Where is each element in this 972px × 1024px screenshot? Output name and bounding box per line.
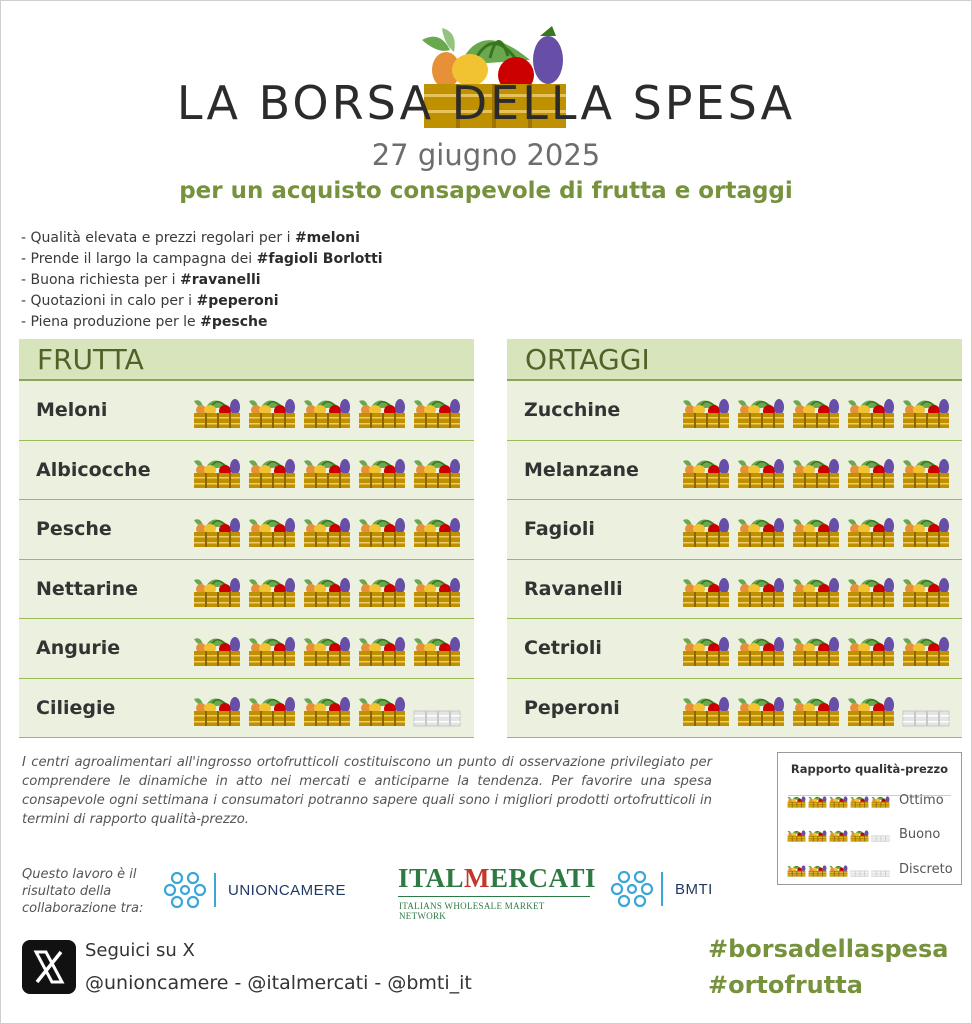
basket-full-icon (303, 512, 351, 548)
product-name: Melanzane (524, 458, 639, 481)
basket-full-icon (193, 631, 241, 667)
basket-full-icon (682, 453, 730, 489)
basket-full-icon (682, 572, 730, 608)
italmercati-name: ITALMERCATI (398, 863, 597, 893)
legend-baskets-buono (787, 828, 890, 844)
basket-full-icon (829, 863, 848, 877)
product-name: Pesche (36, 518, 112, 540)
product-row (507, 381, 962, 441)
rating-baskets (682, 393, 950, 429)
basket-full-icon (829, 828, 848, 842)
basket-full-icon (808, 863, 827, 877)
product-row (19, 679, 474, 739)
basket-full-icon (792, 691, 840, 727)
basket-full-icon (792, 572, 840, 608)
basket-full-icon (787, 863, 806, 877)
basket-full-icon (871, 794, 890, 808)
basket-full-icon (737, 631, 785, 667)
basket-empty-icon (902, 691, 950, 727)
basket-full-icon (737, 572, 785, 608)
frutta-heading: FRUTTA (19, 339, 474, 381)
basket-full-icon (248, 393, 296, 429)
rating-baskets (193, 631, 461, 667)
basket-full-icon (792, 512, 840, 548)
rating-baskets (682, 512, 950, 548)
basket-full-icon (808, 794, 827, 808)
basket-full-icon (358, 631, 406, 667)
basket-full-icon (847, 631, 895, 667)
product-row (507, 679, 962, 739)
headline-item: - Qualità elevata e prezzi regolari per i #meloni (21, 230, 360, 246)
basket-empty-icon (871, 828, 890, 842)
basket-full-icon (850, 828, 869, 842)
unioncamere-name: UNIONCAMERE (228, 881, 347, 899)
legend-label-buono: Buono (899, 827, 941, 842)
rating-legend (777, 752, 962, 885)
rating-baskets (193, 512, 461, 548)
basket-full-icon (193, 691, 241, 727)
bmti-logo[interactable] (611, 869, 713, 909)
basket-full-icon (847, 691, 895, 727)
basket-full-icon (737, 393, 785, 429)
basket-full-icon (847, 453, 895, 489)
basket-full-icon (787, 794, 806, 808)
product-row (19, 619, 474, 679)
italmercati-rule (398, 896, 590, 897)
social-handles[interactable]: @unioncamere - @italmercati - @bmti_it (85, 972, 472, 994)
basket-full-icon (303, 393, 351, 429)
bmti-divider (661, 872, 663, 906)
ortaggi-table (507, 339, 962, 738)
product-row (507, 619, 962, 679)
basket-full-icon (193, 393, 241, 429)
rating-baskets (193, 393, 461, 429)
basket-full-icon (248, 691, 296, 727)
rating-baskets (682, 572, 950, 608)
headline-hashtag[interactable]: #pesche (200, 314, 268, 330)
basket-full-icon (829, 794, 848, 808)
basket-full-icon (248, 631, 296, 667)
product-name: Meloni (36, 399, 108, 421)
headline-hashtag[interactable]: #ravanelli (180, 272, 261, 288)
legend-title: Rapporto qualità-prezzo (790, 762, 949, 776)
frutta-table (19, 339, 474, 738)
hashtag-ortofrutta[interactable]: #ortofrutta (708, 971, 863, 999)
headline-hashtag[interactable]: #peperoni (196, 293, 279, 309)
page-title: LA BORSA DELLA SPESA (176, 76, 796, 130)
product-name: Peperoni (524, 696, 620, 719)
rating-baskets (682, 631, 950, 667)
italmercati-logo[interactable] (398, 861, 597, 921)
basket-full-icon (413, 393, 461, 429)
italmercati-tagline: ITALIANS WHOLESALE MARKET NETWORK (399, 901, 545, 921)
basket-full-icon (413, 453, 461, 489)
product-row (19, 560, 474, 620)
basket-full-icon (847, 572, 895, 608)
legend-label-ottimo: Ottimo (899, 793, 944, 808)
product-row (19, 441, 474, 501)
basket-full-icon (193, 512, 241, 548)
basket-full-icon (808, 828, 827, 842)
basket-full-icon (792, 453, 840, 489)
basket-full-icon (737, 453, 785, 489)
unioncamere-emblem-icon (164, 870, 206, 910)
product-row (507, 500, 962, 560)
product-row (19, 381, 474, 441)
basket-full-icon (248, 572, 296, 608)
headlines-list (21, 228, 383, 333)
basket-full-icon (193, 572, 241, 608)
basket-full-icon (682, 512, 730, 548)
basket-full-icon (682, 691, 730, 727)
hashtag-borsadellaspesa[interactable]: #borsadellaspesa (708, 935, 949, 963)
basket-full-icon (847, 393, 895, 429)
basket-full-icon (358, 691, 406, 727)
basket-full-icon (737, 512, 785, 548)
basket-full-icon (682, 631, 730, 667)
product-name: Zucchine (524, 399, 621, 421)
headline-hashtag[interactable]: #fagioli Borlotti (256, 251, 383, 267)
product-row (507, 441, 962, 501)
rating-baskets (682, 453, 950, 489)
about-text: I centri agroalimentari all'ingrosso ortofrutticoli costituiscono un punto di osservazione privilegiato per comprendere le dinamiche in atto nei mercati e anticiparne la tendenza. Per favorire una spesa consapevole ogni settimana i consumatori potranno sapere quali sono i migliori prodotti ortofrutticoli in termini di rapporto qualità-prezzo. (22, 755, 712, 827)
issue-date: 27 giugno 2025 (371, 138, 601, 172)
headline-item: - Piena produzione per le #pesche (21, 314, 268, 330)
basket-full-icon (902, 631, 950, 667)
basket-empty-icon (413, 691, 461, 727)
product-name: Angurie (36, 637, 121, 659)
basket-full-icon (902, 453, 950, 489)
basket-full-icon (303, 691, 351, 727)
basket-full-icon (737, 691, 785, 727)
bmti-name: BMTI (675, 880, 713, 898)
basket-full-icon (193, 453, 241, 489)
follow-label: Seguici su X (85, 940, 195, 961)
basket-full-icon (303, 631, 351, 667)
product-row (507, 560, 962, 620)
collaboration-note: Questo lavoro è il risultato della collaborazione tra: (22, 867, 144, 916)
basket-full-icon (850, 794, 869, 808)
basket-full-icon (303, 572, 351, 608)
headline-hashtag[interactable]: #meloni (294, 230, 360, 246)
legend-label-discreto: Discreto (899, 862, 953, 877)
basket-full-icon (358, 572, 406, 608)
basket-full-icon (358, 512, 406, 548)
product-name: Nettarine (36, 577, 139, 600)
product-name: Ciliegie (36, 696, 116, 719)
bmti-emblem-icon (611, 869, 653, 909)
basket-full-icon (413, 631, 461, 667)
basket-full-icon (248, 453, 296, 489)
legend-baskets-discreto (787, 863, 890, 879)
rating-baskets (193, 691, 461, 727)
ortaggi-heading: ORTAGGI (507, 339, 962, 381)
basket-full-icon (787, 828, 806, 842)
basket-full-icon (902, 393, 950, 429)
headline-item: - Prende il largo la campagna dei #fagioli Borlotti (21, 251, 383, 267)
basket-full-icon (248, 512, 296, 548)
basket-empty-icon (871, 863, 890, 877)
product-row (19, 500, 474, 560)
x-logo-icon[interactable] (22, 940, 76, 994)
product-name: Albicocche (36, 458, 151, 481)
unioncamere-logo[interactable] (164, 870, 346, 910)
basket-full-icon (847, 512, 895, 548)
page-subtitle: per un acquisto consapevole di frutta e ortaggi (179, 178, 793, 204)
basket-full-icon (792, 393, 840, 429)
basket-full-icon (902, 572, 950, 608)
rating-baskets (193, 572, 461, 608)
product-name: Ravanelli (524, 577, 623, 600)
headline-item: - Buona richiesta per i #ravanelli (21, 272, 261, 288)
basket-full-icon (682, 393, 730, 429)
unioncamere-divider (214, 873, 216, 907)
basket-full-icon (413, 512, 461, 548)
product-name: Cetrioli (524, 637, 602, 659)
basket-empty-icon (850, 863, 869, 877)
headline-item: - Quotazioni in calo per i #peperoni (21, 293, 279, 309)
rating-baskets (193, 453, 461, 489)
legend-baskets-ottimo (787, 794, 890, 810)
product-name: Fagioli (524, 518, 595, 540)
basket-full-icon (413, 572, 461, 608)
basket-full-icon (358, 393, 406, 429)
basket-full-icon (358, 453, 406, 489)
basket-full-icon (792, 631, 840, 667)
basket-full-icon (303, 453, 351, 489)
rating-baskets (682, 691, 950, 727)
basket-full-icon (902, 512, 950, 548)
